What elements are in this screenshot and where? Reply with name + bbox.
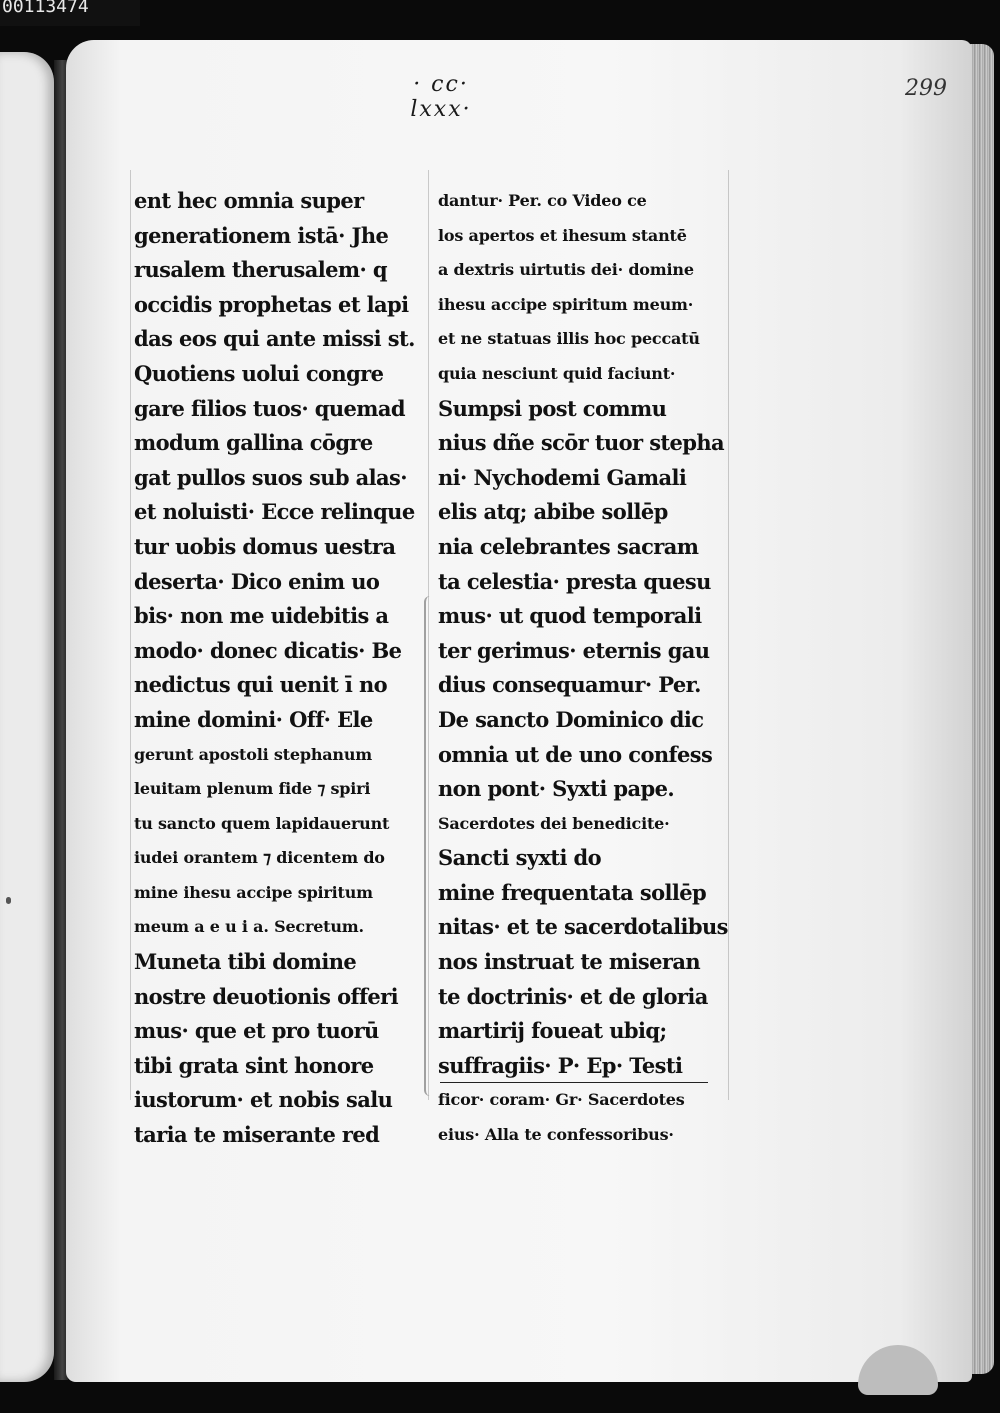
text-line: nostre deuotionis offeri bbox=[134, 983, 398, 1009]
text-line: Sacerdotes dei benedicite· bbox=[438, 813, 670, 833]
text-line: iudei orantem ⁊ dicentem do bbox=[134, 848, 385, 868]
text-line: a dextris uirtutis dei· domine bbox=[438, 260, 694, 280]
text-line: suffragiis· P· Ep· Testi bbox=[438, 1052, 683, 1078]
text-line: non pont· Syxti pape. bbox=[438, 776, 675, 802]
text-line: nedictus qui uenit ī no bbox=[134, 672, 388, 698]
text-line: das eos qui ante missi st. bbox=[134, 326, 415, 352]
text-line: et noluisti· Ecce relinque bbox=[134, 499, 415, 525]
text-line: Sancti syxti do bbox=[438, 845, 602, 871]
text-column-left bbox=[134, 184, 422, 1153]
text-line: gare filios tuos· quemad bbox=[134, 395, 405, 421]
text-line: nia celebrantes sacram bbox=[438, 533, 699, 559]
text-line: occidis prophetas et lapi bbox=[134, 291, 409, 317]
text-line: ent hec omnia super bbox=[134, 188, 364, 213]
text-line: dantur· Per. co Video ce bbox=[438, 191, 647, 210]
text-line: meum a e u i a. Secretum. bbox=[134, 917, 364, 937]
text-line: modo· donec dicatis· Be bbox=[134, 637, 402, 663]
text-line: omnia ut de uno confess bbox=[438, 741, 713, 767]
text-line: martirij foueat ubiq; bbox=[438, 1018, 667, 1044]
text-line: tur uobis domus uestra bbox=[134, 533, 396, 559]
text-line: deserta· Dico enim uo bbox=[134, 568, 380, 594]
text-line: te doctrinis· et de gloria bbox=[438, 983, 708, 1009]
text-line: iustorum· et nobis salu bbox=[134, 1087, 393, 1113]
scan-label: 00113474 bbox=[0, 0, 140, 26]
text-line: mus· ut quod temporali bbox=[438, 603, 702, 629]
text-line: generationem istā· Jhe bbox=[134, 222, 389, 248]
text-line: gat pullos suos sub alas· bbox=[134, 464, 407, 490]
text-line: quia nesciunt quid faciunt· bbox=[438, 363, 676, 383]
text-column-right bbox=[438, 184, 728, 1153]
text-line: mine ihesu accipe spiritum bbox=[134, 882, 373, 902]
text-line: rusalem therusalem· q bbox=[134, 257, 387, 283]
text-line: Quotiens uolui congre bbox=[134, 360, 384, 386]
text-line: ficor· coram· Gr· Sacerdotes bbox=[438, 1090, 685, 1110]
text-line: gerunt apostoli stephanum bbox=[134, 744, 373, 764]
text-line: elis atq; abibe sollēp bbox=[438, 499, 668, 525]
ruled-underline bbox=[440, 1082, 708, 1083]
text-line: nitas· et te sacerdotalibus bbox=[438, 914, 728, 940]
text-line: leuitam plenum fide ⁊ spiri bbox=[134, 779, 371, 799]
text-line: ni· Nychodemi Gamali bbox=[438, 464, 687, 490]
text-line: modum gallina cōgre bbox=[134, 430, 373, 456]
text-line: Muneta tibi domine bbox=[134, 949, 357, 975]
text-line: De sancto Dominico dic bbox=[438, 706, 704, 732]
text-line: los apertos et ihesum stantē bbox=[438, 225, 687, 245]
text-line: Sumpsi post commu bbox=[438, 395, 667, 421]
text-line: dius consequamur· Per. bbox=[438, 672, 701, 698]
text-line: mine domini· Off· Ele bbox=[134, 706, 373, 732]
text-line: taria te miserante red bbox=[134, 1122, 380, 1148]
text-line: ta celestia· presta quesu bbox=[438, 568, 711, 594]
text-line: eius· Alla te confessoribus· bbox=[438, 1125, 674, 1145]
ruling-line bbox=[728, 170, 729, 1100]
left-page-mark bbox=[6, 897, 11, 904]
text-line: ter gerimus· eternis gau bbox=[438, 637, 710, 663]
text-line: bis· non me uidebitis a bbox=[134, 603, 389, 629]
text-line: mine frequentata sollēp bbox=[438, 879, 707, 905]
text-line: nius dñe scōr tuor stepha bbox=[438, 430, 725, 456]
text-line: tibi grata sint honore bbox=[134, 1052, 374, 1078]
folio-number: 299 bbox=[905, 76, 947, 101]
text-line: ihesu accipe spiritum meum· bbox=[438, 294, 694, 314]
ruling-line bbox=[130, 170, 131, 1100]
text-line: nos instruat te miseran bbox=[438, 949, 701, 975]
initial-flourish bbox=[424, 596, 436, 1096]
left-page-edge bbox=[0, 52, 54, 1382]
text-line: tu sancto quem lapidauerunt bbox=[134, 813, 390, 833]
text-line: mus· que et pro tuorū bbox=[134, 1018, 379, 1044]
text-line: et ne statuas illis hoc peccatū bbox=[438, 329, 700, 349]
roman-folio: · cc· lxxx· bbox=[410, 72, 472, 122]
